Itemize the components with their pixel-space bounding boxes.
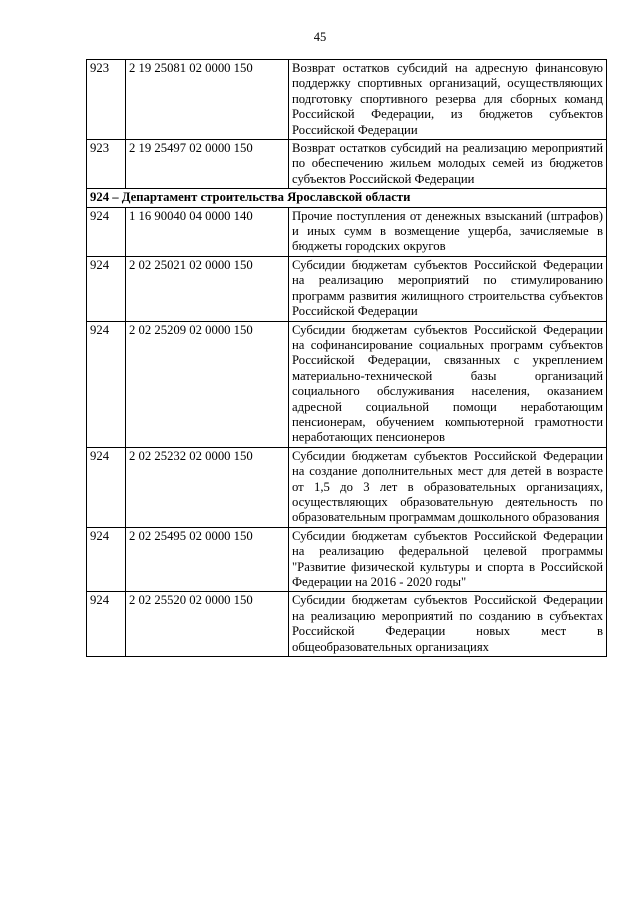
budget-classification-table <box>86 59 607 657</box>
admin-code-cell: 924 <box>87 321 126 447</box>
table-row <box>87 447 607 527</box>
table-row <box>87 592 607 657</box>
revenue-name-cell: Субсидии бюджетам субъектов Российской Федерации на реализацию федеральной целевой программы "Развитие физической культуры и спорта в Российской Федерации на 2016 - 2020 годы" <box>289 527 607 592</box>
admin-code-cell: 924 <box>87 447 126 527</box>
table-row <box>87 256 607 321</box>
table-row <box>87 60 607 140</box>
budget-code-cell: 2 19 25081 02 0000 150 <box>126 60 289 140</box>
admin-code-cell: 923 <box>87 60 126 140</box>
budget-code-cell: 2 02 25495 02 0000 150 <box>126 527 289 592</box>
revenue-name-cell: Субсидии бюджетам субъектов Российской Федерации на реализацию мероприятий по созданию в субъектах Российской Федерации новых мест в общеобразовательных организациях <box>289 592 607 657</box>
revenue-name-cell: Субсидии бюджетам субъектов Российской Федерации на софинансирование социальных программ субъектов Российской Федерации, связанных с укреплением материально-технической базы организаций социального обслуживания населения, оказанием адресной социальной помощи неработающим пенсионерам, обучением компьютерной грамотности неработающих пенсионеров <box>289 321 607 447</box>
admin-code-cell: 924 <box>87 256 126 321</box>
table-row <box>87 527 607 592</box>
revenue-name-cell: Субсидии бюджетам субъектов Российской Федерации на реализацию мероприятий по стимулированию программ развития жилищного строительства субъектов Российской Федерации <box>289 256 607 321</box>
budget-code-cell: 1 16 90040 04 0000 140 <box>126 207 289 256</box>
revenue-name-cell: Возврат остатков субсидий на адресную финансовую поддержку спортивных организаций, осуществляющих подготовку спортивного резерва для сборных команд Российской Федерации, из бюджетов субъектов Российской Федерации <box>289 60 607 140</box>
table-row <box>87 207 607 256</box>
table-row <box>87 140 607 189</box>
revenue-name-cell: Прочие поступления от денежных взысканий (штрафов) и иных сумм в возмещение ущерба, зачисляемые в бюджеты городских округов <box>289 207 607 256</box>
admin-code-cell: 924 <box>87 207 126 256</box>
budget-code-cell: 2 02 25021 02 0000 150 <box>126 256 289 321</box>
revenue-name-cell: Субсидии бюджетам субъектов Российской Федерации на создание дополнительных мест для детей в возрасте от 1,5 до 3 лет в образовательных организациях, осуществляющих образовательную деятельность по образовательным программам дошкольного образования <box>289 447 607 527</box>
page-number: 45 <box>313 30 327 44</box>
budget-code-cell: 2 02 25232 02 0000 150 <box>126 447 289 527</box>
revenue-name-cell: Возврат остатков субсидий на реализацию мероприятий по обеспечению жильем молодых семей из бюджетов субъектов Российской Федерации <box>289 140 607 189</box>
department-title: 924 – Департамент строительства Ярославской области <box>87 189 607 207</box>
budget-code-cell: 2 19 25497 02 0000 150 <box>126 140 289 189</box>
admin-code-cell: 924 <box>87 527 126 592</box>
table-row <box>87 321 607 447</box>
admin-code-cell: 924 <box>87 592 126 657</box>
budget-code-cell: 2 02 25209 02 0000 150 <box>126 321 289 447</box>
admin-code-cell: 923 <box>87 140 126 189</box>
budget-code-cell: 2 02 25520 02 0000 150 <box>126 592 289 657</box>
department-header-row <box>87 189 607 207</box>
